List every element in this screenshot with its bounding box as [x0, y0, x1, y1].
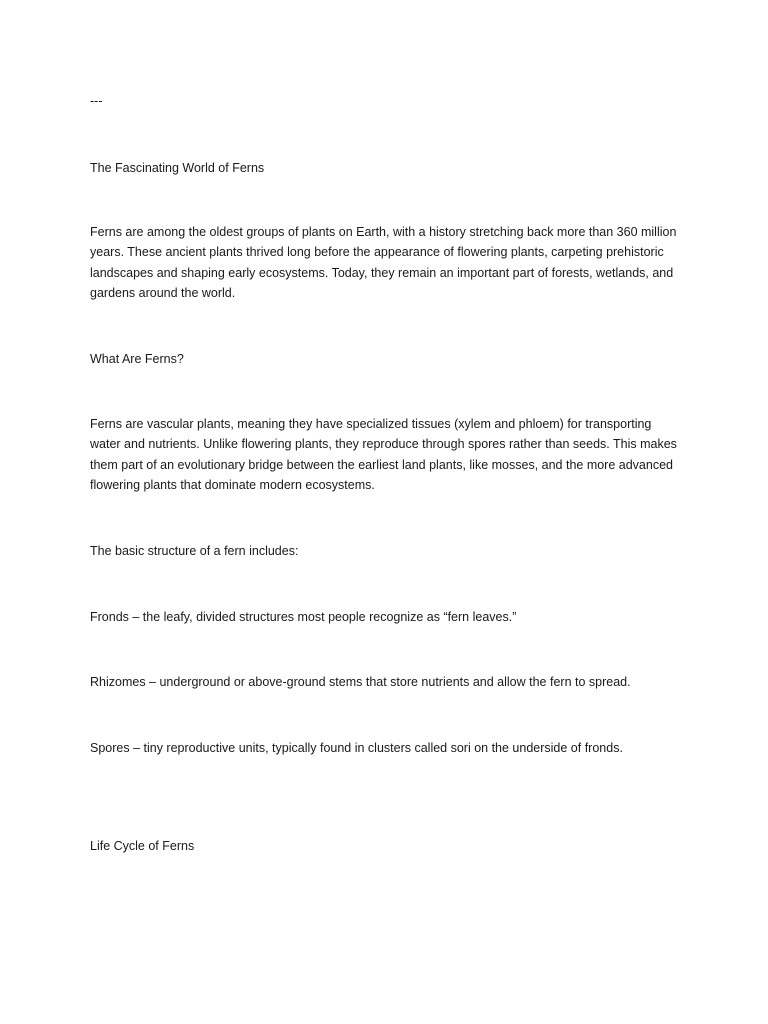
separator-line: ---: [90, 94, 103, 108]
structure-intro-paragraph: The basic structure of a fern includes:: [90, 544, 299, 558]
structure-item-spores: Spores – tiny reproductive units, typically found in clusters called sori on the underside of fronds.: [90, 741, 623, 755]
section-heading-life-cycle: Life Cycle of Ferns: [90, 839, 195, 853]
document-title: The Fascinating World of Ferns: [90, 161, 265, 175]
section-heading-what-are-ferns: What Are Ferns?: [90, 352, 184, 366]
structure-item-rhizomes: Rhizomes – underground or above-ground stems that store nutrients and allow the fern to spread.: [90, 675, 631, 689]
intro-paragraph: Ferns are among the oldest groups of plants on Earth, with a history stretching back more than 360 million years. These ancient plants thrived long before the appearance of flowering plants, carpeting prehistoric landscapes and shaping early ecosystems. Today, they remain an important part of forests, wetlands, and gardens around the world.: [90, 225, 677, 300]
what-are-ferns-paragraph: Ferns are vascular plants, meaning they have specialized tissues (xylem and phloem) for transporting water and nutrients. Unlike flowering plants, they reproduce through spores rather than seeds. This makes them part of an evolutionary bridge between the earliest land plants, like mosses, and the more advanced flowering plants that dominate modern ecosystems.: [90, 417, 677, 492]
structure-item-fronds: Fronds – the leafy, divided structures most people recognize as “fern leaves.”: [90, 610, 517, 624]
